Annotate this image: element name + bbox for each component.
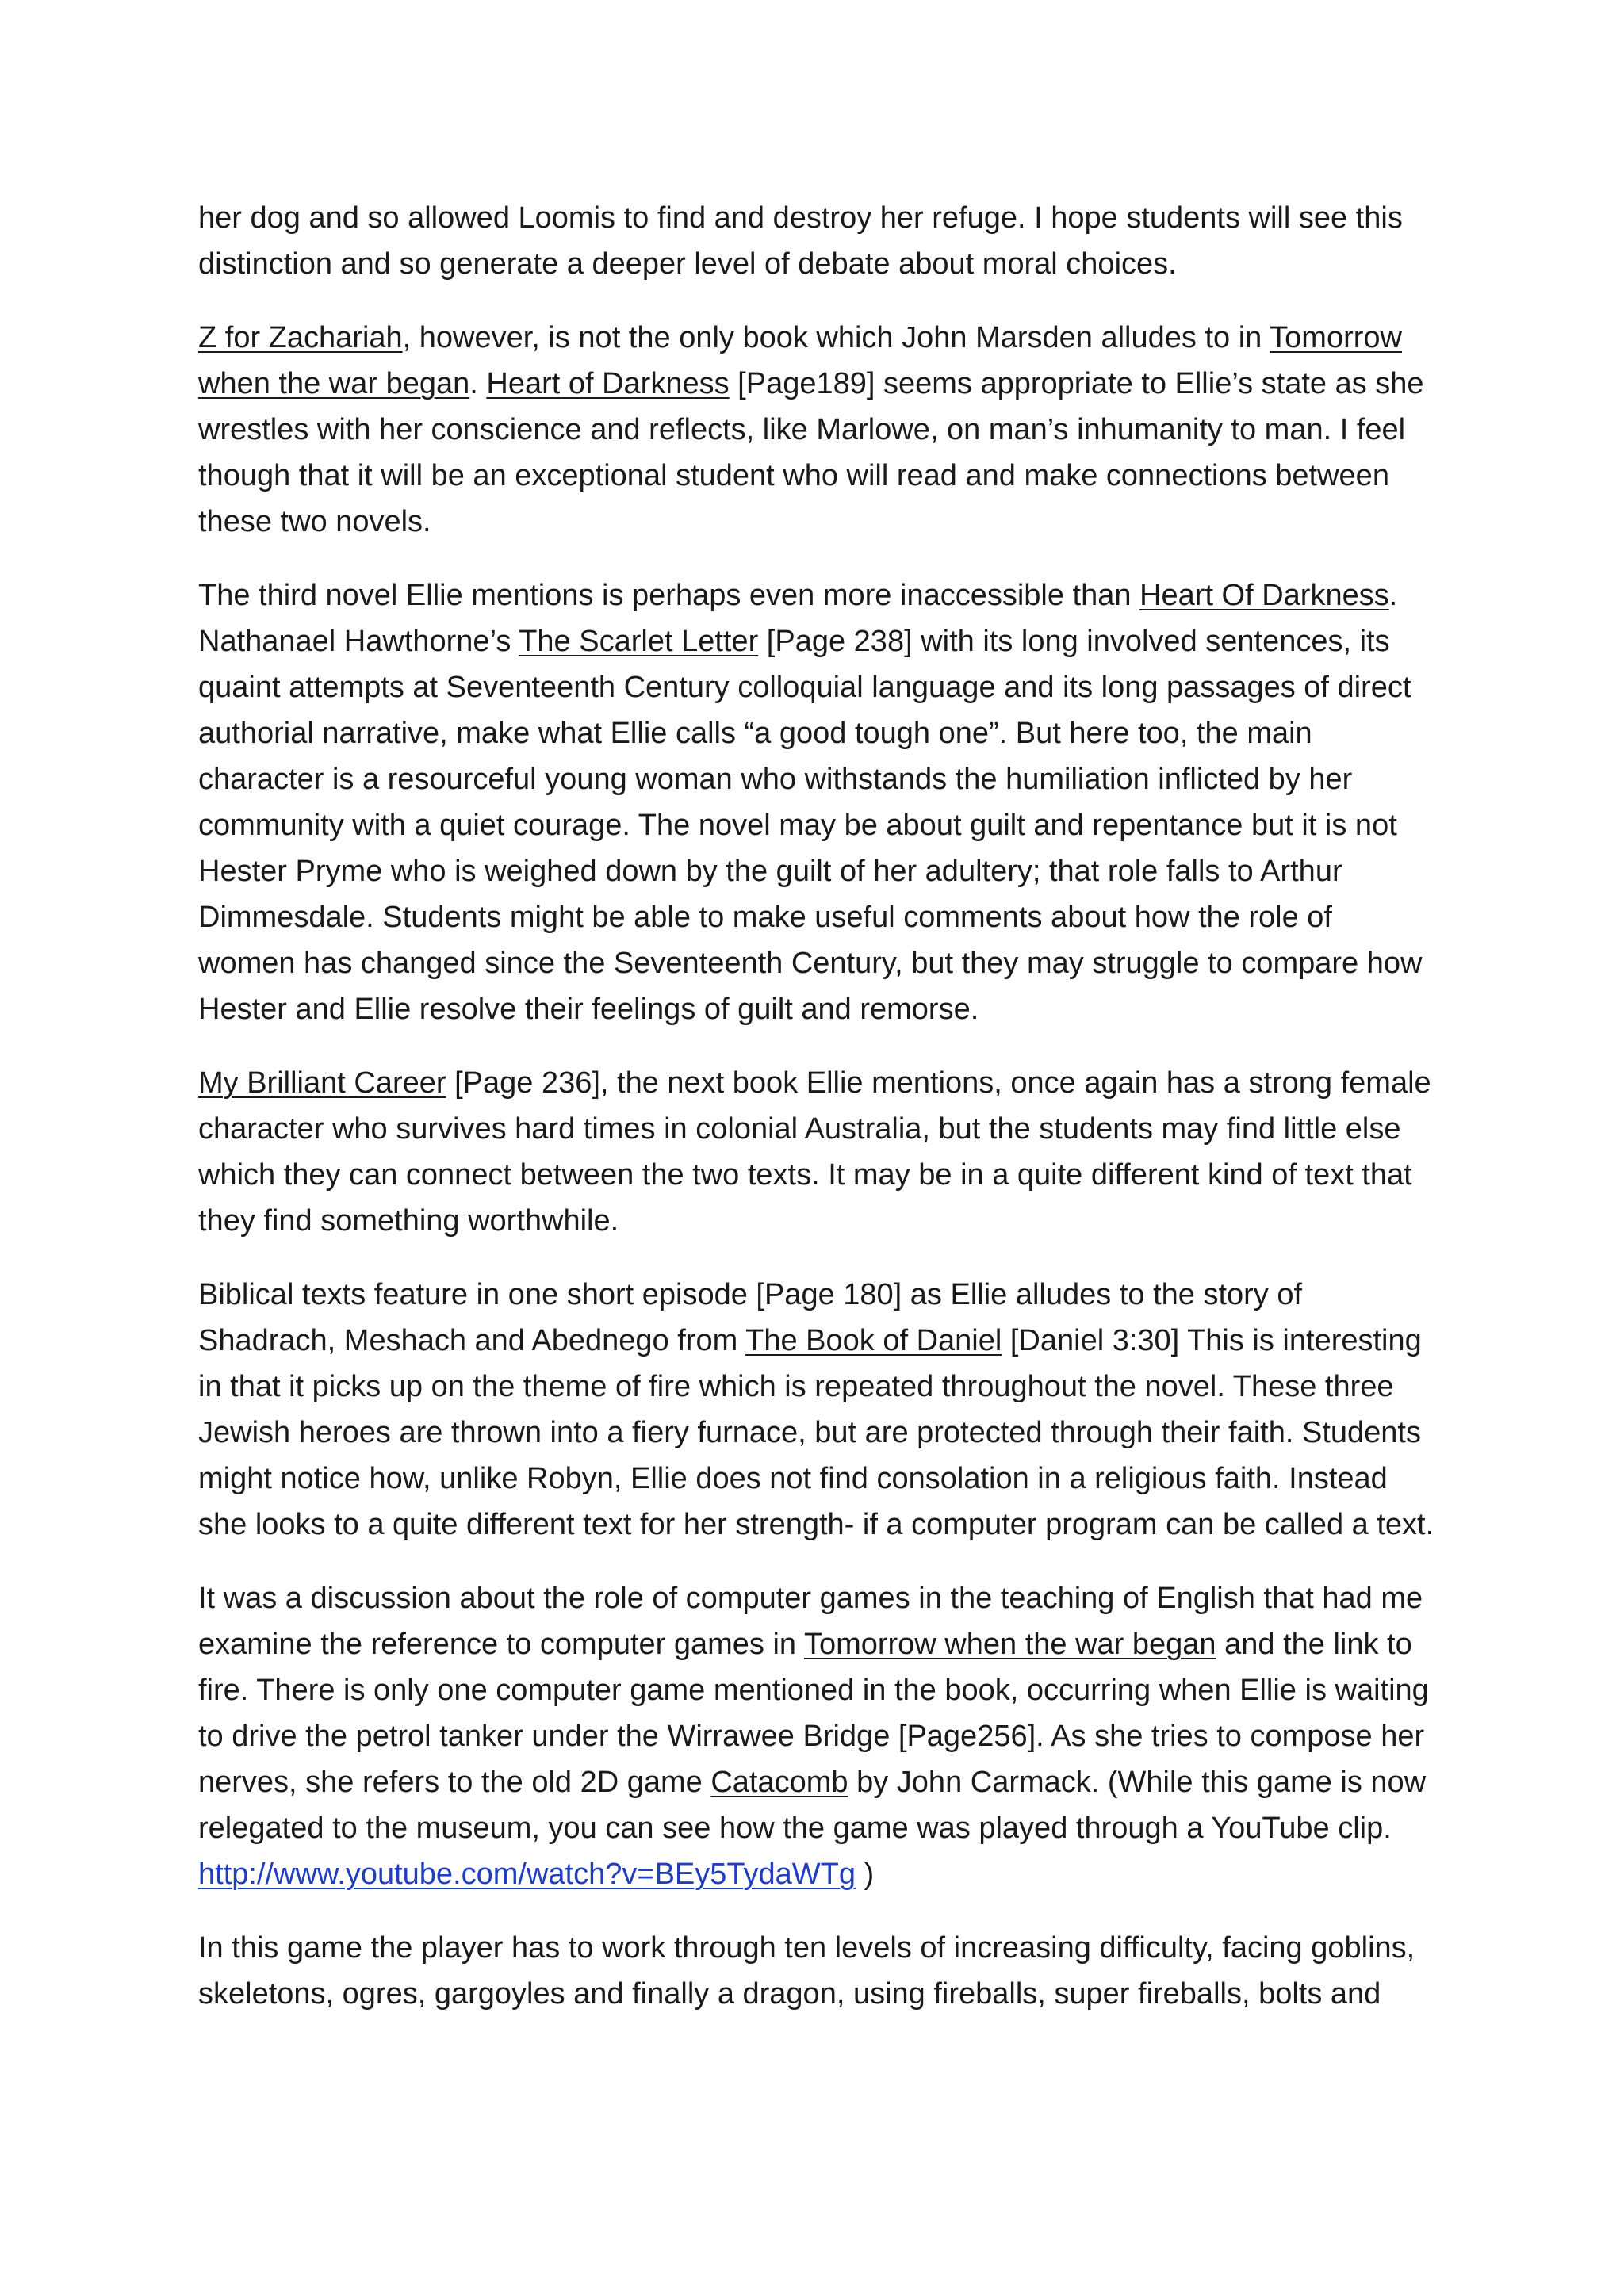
text-run: . Nathanael Hawthorne’s bbox=[198, 579, 1398, 658]
paragraph-6 bbox=[198, 1575, 1437, 1897]
paragraph-3 bbox=[198, 572, 1437, 1032]
book-title-my-brilliant-career: My Brilliant Career bbox=[198, 1066, 446, 1100]
text-run: [Page 238] with its long involved sentences, its quaint attempts at Seventeenth Century colloquial language and its long passages of direct authorial narrative, make what Ellie calls “a good tough one”. But here too, the main character is a resourceful young woman who withstands the humiliation inflicted by her community with a quiet courage. The novel may be about guilt and repentance but it is not Hester Pryme who is weighed down by the guilt of her adultery; that role falls to Arthur Dimmesdale. Students might be able to make useful comments about how the role of women has changed since the Seventeenth Century, but they may struggle to compare how Hester and Ellie resolve their feelings of guilt and remorse. bbox=[198, 625, 1423, 1026]
text-run: and the link to fire. There is only one computer game mentioned in the book, occurring when Ellie is waiting to drive the petrol tanker under the Wirrawee Bridge [Page256]. As she tries to compose her nerves, she refers to the old 2D game bbox=[198, 1628, 1429, 1799]
text-run: , however, is not the only book which John Marsden alludes to in bbox=[402, 321, 1270, 354]
book-title-tomorrow-when-the-war-began: Tomorrow when the war began bbox=[803, 1628, 1216, 1661]
text-run: [Daniel 3:30] This is interesting in that it picks up on the theme of fire which is repeated throughout the novel. These three Jewish heroes are thrown into a fiery furnace, but are protected through their faith. Students might notice how, unlike Robyn, Ellie does not find consolation in a religious faith. Instead she looks to a quite different text for her strength- if a computer program can be called a text. bbox=[198, 1324, 1434, 1541]
paragraph-2 bbox=[198, 315, 1437, 545]
youtube-link[interactable]: http://www.youtube.com/watch?v=BEy5TydaWTg bbox=[198, 1858, 856, 1891]
book-title-z-for-zachariah: Z for Zachariah bbox=[198, 321, 403, 354]
paragraph-1 bbox=[198, 195, 1437, 287]
text-run: The third novel Ellie mentions is perhaps even more inaccessible than bbox=[198, 579, 1140, 612]
book-title-tomorrow-when-the-war-began: Tomorrow when the war began bbox=[198, 321, 1402, 400]
game-title-catacomb: Catacomb bbox=[710, 1766, 848, 1799]
text-run: [Page 236], the next book Ellie mentions, once again has a strong female character who survives hard times in colonial Australia, but the students may find little else which they can connect between the two texts. It may be in a quite different kind of text that they find something worthwhile. bbox=[198, 1066, 1431, 1238]
text-run: her dog and so allowed Loomis to find and destroy her refuge. I hope students will see this distinction and so generate a deeper level of debate about moral choices. bbox=[198, 201, 1403, 281]
book-title-heart-of-darkness: Heart of Darkness bbox=[486, 367, 730, 400]
book-title-the-scarlet-letter: The Scarlet Letter bbox=[519, 625, 759, 658]
text-run: ) bbox=[856, 1858, 875, 1891]
text-run: Biblical texts feature in one short episode [Page 180] as Ellie alludes to the story of Shadrach, Meshach and Abednego from bbox=[198, 1278, 1303, 1357]
paragraph-5 bbox=[198, 1272, 1437, 1548]
book-title-the-book-of-daniel: The Book of Daniel bbox=[745, 1324, 1002, 1357]
text-run: It was a discussion about the role of computer games in the teaching of English that had me examine the reference to computer games in bbox=[198, 1582, 1423, 1661]
text-run: In this game the player has to work through ten levels of increasing difficulty, facing goblins, skeletons, ogres, gargoyles and finally a dragon, using fireballs, super fireballs, bolts and bbox=[198, 1931, 1415, 2011]
text-run: . bbox=[469, 367, 487, 400]
document-page bbox=[198, 195, 1437, 2045]
book-title-heart-of-darkness: Heart Of Darkness bbox=[1139, 579, 1389, 612]
paragraph-4 bbox=[198, 1060, 1437, 1244]
paragraph-7 bbox=[198, 1925, 1437, 2017]
text-run: [Page189] seems appropriate to Ellie’s state as she wrestles with her conscience and reflects, like Marlowe, on man’s inhumanity to man. I feel though that it will be an exceptional student who will read and make connections between these two novels. bbox=[198, 367, 1424, 538]
text-run: by John Carmack. (While this game is now relegated to the museum, you can see how the game was played through a YouTube clip. bbox=[198, 1766, 1427, 1845]
